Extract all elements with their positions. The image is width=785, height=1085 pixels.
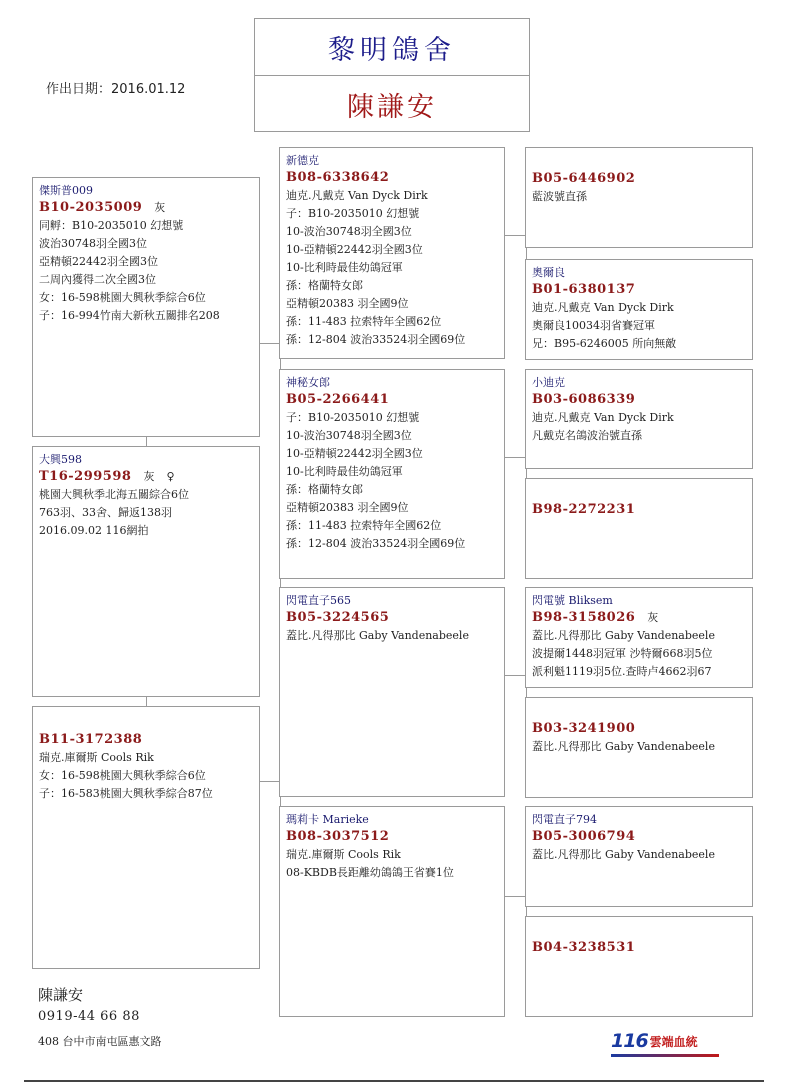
- gg3-card: [525, 369, 753, 469]
- gg4-ring: B98-2272231: [532, 502, 636, 517]
- sire-dam-name: 神秘女郎: [286, 376, 330, 389]
- sire-sire-line: 孫：格蘭特女郎: [286, 279, 363, 292]
- gg6-ring: B03-3241900: [532, 721, 636, 736]
- connector-g3-g4: [526, 468, 527, 478]
- owner-title: 陳謙安: [347, 91, 437, 123]
- connector-ds-dd: [280, 796, 281, 806]
- sire-sire-card: [279, 147, 505, 359]
- gg7-card: [525, 806, 753, 907]
- gg6-line: 蓋比.凡得那比 Gaby Vandenabeele: [532, 740, 715, 753]
- sire-sire-line: 10-波治30748羽全國3位: [286, 225, 412, 238]
- gg3-line: 凡戴克名鴿波治號直孫: [532, 429, 642, 442]
- dam-dam-name: 瑪莉卡 Marieke: [286, 813, 369, 826]
- owner-address: 408 台中市南屯區惠文路: [38, 1035, 162, 1048]
- logo-underline: [611, 1054, 719, 1057]
- sire-dam-line: 孫：12-804 波治33524羽全國69位: [286, 537, 466, 550]
- sire-dam-line: 10-波治30748羽全國3位: [286, 429, 412, 442]
- dam-line: 763羽、33舍、歸返138羽: [39, 506, 172, 519]
- sire-sire-ring: B08-6338642: [286, 170, 390, 185]
- subject-line: 同孵：B10-2035010 幻想號: [39, 219, 184, 232]
- sire-dam-line: 10-亞精頓22442羽全國3位: [286, 447, 423, 460]
- sire-sire-line: 10-亞精頓22442羽全國3位: [286, 243, 423, 256]
- sire-dam-line: 孫：格蘭特女郎: [286, 483, 363, 496]
- connector-subject-dam: [146, 437, 147, 446]
- connector-g1-g2: [526, 247, 527, 259]
- dam-sex: ♀: [166, 470, 175, 483]
- sire-dam-line: 亞精頓20383 羽全國9位: [286, 501, 409, 514]
- dam-card: [32, 446, 260, 697]
- gg8-card: [525, 916, 753, 1017]
- subject-color: 灰: [154, 201, 166, 214]
- dam-dam-ring: B08-3037512: [286, 829, 390, 844]
- connector-sd-g3: [504, 457, 525, 458]
- logo-number: 116: [611, 1030, 648, 1052]
- dam-line: 2016.09.02 116網拍: [39, 524, 149, 537]
- sire-sire-line: 子：B10-2035010 幻想號: [286, 207, 420, 220]
- gg1-card: [525, 147, 753, 248]
- gg1-line: 藍波號直孫: [532, 190, 587, 203]
- dam-sire-card: [279, 587, 505, 797]
- subject-line: 二周內獲得二次全國3位: [39, 273, 156, 286]
- damdam-line: 女：16-598桃園大興秋季綜合6位: [39, 769, 206, 782]
- gg5-name: 閃電號 Bliksem: [532, 594, 613, 607]
- dam-dam-line: 瑞克.庫爾斯 Cools Rik: [286, 848, 401, 861]
- dam-name: 大興598: [39, 453, 82, 466]
- creation-date: 作出日期：2016.01.12: [46, 82, 186, 97]
- gg6-card: [525, 697, 753, 798]
- connector-ds-g5: [504, 675, 525, 676]
- subject-ring: B10-2035009: [39, 200, 143, 215]
- subject-line: 子：16-994竹南大新秋五關排名208: [39, 309, 220, 322]
- dam-sire-ring: B05-3224565: [286, 610, 390, 625]
- gg7-line: 蓋比.凡得那比 Gaby Vandenabeele: [532, 848, 715, 861]
- gg1-ring: B05-6446902: [532, 171, 636, 186]
- damdam-line: 子：16-583桃園大興秋季綜合87位: [39, 787, 213, 800]
- owner-name: 陳謙安: [38, 986, 84, 1004]
- gg5-line: 派利魁1119羽5位.查時卢4662羽67: [532, 665, 712, 678]
- loft-name: 黎明鴿舍: [255, 19, 529, 76]
- connector-g5-g6: [526, 687, 527, 697]
- gg2-line: 奧爾良10034羽省賽冠軍: [532, 319, 655, 332]
- gg3-ring: B03-6086339: [532, 392, 636, 407]
- gg2-line: 迪克.凡戴克 Van Dyck Dirk: [532, 301, 674, 314]
- gg3-line: 迪克.凡戴克 Van Dyck Dirk: [532, 411, 674, 424]
- damdam-line: 瑞克.庫爾斯 Cools Rik: [39, 751, 154, 764]
- title-box: [254, 18, 530, 132]
- connector-damdam-damsire: [259, 781, 280, 782]
- connector-ss-g1: [504, 235, 525, 236]
- gg2-line: 兄：B95-6246005 所向無敵: [532, 337, 677, 350]
- sire-sire-name: 新德克: [286, 154, 319, 167]
- connector-sd-ds: [280, 578, 281, 587]
- owner-phone: 0919-44 66 88: [38, 1009, 140, 1024]
- dam-ring: T16-299598: [39, 469, 132, 484]
- dam-line: 桃園大興秋季北海五關綜合6位: [39, 488, 189, 501]
- gg5-line: 蓋比.凡得那比 Gaby Vandenabeele: [532, 629, 715, 642]
- subject-line: 女：16-598桃園大興秋季綜合6位: [39, 291, 206, 304]
- dam-dam-card: [279, 806, 505, 1017]
- sire-dam-line: 子：B10-2035010 幻想號: [286, 411, 420, 424]
- connector-subject-sire: [259, 343, 280, 344]
- sire-sire-line: 亞精頓20383 羽全國9位: [286, 297, 409, 310]
- sire-dam-ring: B05-2266441: [286, 392, 390, 407]
- gg2-card: [525, 259, 753, 360]
- dam-sire-name: 閃電直子565: [286, 594, 351, 607]
- connector-g7-g8: [526, 906, 527, 916]
- gg5-ring: B98-3158026: [532, 610, 636, 625]
- subject-line: 亞精頓22442羽全國3位: [39, 255, 158, 268]
- sire-dam-line: 10-比利時最佳幼鴿冠軍: [286, 465, 403, 478]
- connector-dam-damdam: [146, 697, 147, 706]
- connector-dd-g7: [504, 896, 525, 897]
- damdam-ring: B11-3172388: [39, 732, 143, 747]
- subject-name: 傑斯普009: [39, 184, 93, 197]
- gg2-name: 奧爾良: [532, 266, 565, 279]
- sire-dam-line: 孫：11-483 拉索特年全國62位: [286, 519, 442, 532]
- gg8-ring: B04-3238531: [532, 940, 636, 955]
- gg7-ring: B05-3006794: [532, 829, 636, 844]
- gg4-card: [525, 478, 753, 579]
- gg5-color: 灰: [647, 611, 659, 624]
- brand-logo: [611, 1030, 698, 1052]
- logo-text: 雲端血統: [649, 1035, 698, 1049]
- dam-dam-line: 08-KBDB長距離幼鴿鴿王省賽1位: [286, 866, 454, 879]
- sire-sire-line: 孫：12-804 波治33524羽全國69位: [286, 333, 466, 346]
- dam-color: 灰: [143, 470, 155, 483]
- sire-sire-line: 迪克.凡戴克 Van Dyck Dirk: [286, 189, 428, 202]
- sire-sire-line: 孫：11-483 拉索特年全國62位: [286, 315, 442, 328]
- damdam-card: [32, 706, 260, 969]
- gg7-name: 閃電直子794: [532, 813, 597, 826]
- subject-card: [32, 177, 260, 437]
- connector-ss-sd: [280, 359, 281, 369]
- gg3-name: 小迪克: [532, 376, 565, 389]
- gg5-line: 波提爾1448羽冠軍 沙特爾668羽5位: [532, 647, 713, 660]
- gg2-ring: B01-6380137: [532, 282, 636, 297]
- dam-sire-line: 蓋比.凡得那比 Gaby Vandenabeele: [286, 629, 469, 642]
- subject-line: 波治30748羽全國3位: [39, 237, 147, 250]
- sire-dam-card: [279, 369, 505, 579]
- gg5-card: [525, 587, 753, 688]
- sire-sire-line: 10-比利時最佳幼鴿冠軍: [286, 261, 403, 274]
- bottom-rule: [24, 1080, 764, 1082]
